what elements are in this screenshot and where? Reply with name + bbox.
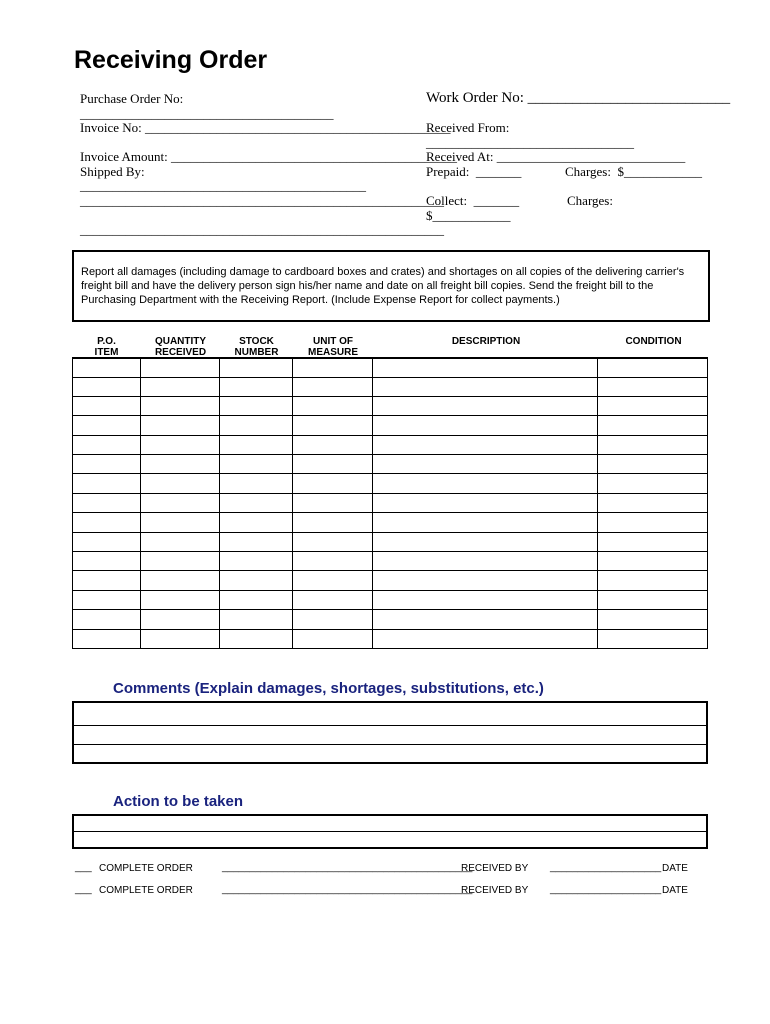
stock-number-cell[interactable]: [219, 416, 292, 435]
date-label: DATE: [662, 885, 688, 896]
po-item-cell[interactable]: [73, 513, 141, 532]
checkbox-line[interactable]: ___: [75, 884, 92, 895]
description-cell[interactable]: [372, 416, 598, 435]
stock-number-cell[interactable]: [219, 513, 292, 532]
table-row: [73, 590, 708, 609]
table-row: [73, 358, 708, 377]
table-row: [73, 455, 708, 474]
condition-cell[interactable]: [598, 629, 708, 648]
table-row: [73, 493, 708, 512]
received-at-field[interactable]: Received At: _____________________________: [426, 149, 686, 164]
unit-cell[interactable]: [292, 435, 372, 454]
table-row: [73, 435, 708, 454]
po-item-cell[interactable]: [73, 377, 141, 396]
quantity-cell[interactable]: [140, 532, 219, 551]
condition-cell[interactable]: [598, 416, 708, 435]
description-cell[interactable]: [372, 377, 598, 396]
action-box[interactable]: [72, 814, 708, 849]
po-item-cell[interactable]: [73, 590, 141, 609]
po-item-cell[interactable]: [73, 552, 141, 571]
quantity-cell[interactable]: [140, 590, 219, 609]
unit-cell[interactable]: [292, 571, 372, 590]
received-from-label: Received From:: [426, 120, 510, 135]
description-cell[interactable]: [372, 455, 598, 474]
po-item-cell[interactable]: [73, 610, 141, 629]
stock-number-cell[interactable]: [219, 493, 292, 512]
header-quantity-received: QUANTITY RECEIVED: [154, 336, 207, 358]
table-row: [73, 552, 708, 571]
po-item-cell[interactable]: [73, 571, 141, 590]
condition-cell[interactable]: [598, 532, 708, 551]
po-item-cell[interactable]: [73, 435, 141, 454]
quantity-cell[interactable]: [140, 571, 219, 590]
header-condition: CONDITION: [625, 336, 682, 347]
quantity-cell[interactable]: [140, 629, 219, 648]
po-item-cell[interactable]: [73, 532, 141, 551]
unit-cell[interactable]: [292, 358, 372, 377]
invoice-field[interactable]: Invoice No: _______________________________________________: [80, 120, 451, 135]
received-by-line[interactable]: ____________________: [550, 862, 662, 873]
received-by-label: RECEIVED BY: [461, 863, 529, 874]
stock-number-cell[interactable]: [219, 377, 292, 396]
unit-cell[interactable]: [292, 455, 372, 474]
comments-box[interactable]: [72, 701, 708, 764]
unit-cell[interactable]: [292, 416, 372, 435]
unit-cell[interactable]: [292, 377, 372, 396]
condition-cell[interactable]: [598, 590, 708, 609]
quantity-cell[interactable]: [140, 396, 219, 415]
po-item-cell[interactable]: [73, 358, 141, 377]
form-title: Receiving Order: [74, 46, 268, 74]
header-po-item: P.O. ITEM: [94, 336, 119, 358]
condition-cell[interactable]: [598, 435, 708, 454]
unit-cell[interactable]: [292, 552, 372, 571]
header-unit-of-measure: UNIT OF MEASURE: [307, 336, 358, 358]
description-cell[interactable]: [372, 590, 598, 609]
table-row: [73, 416, 708, 435]
description-cell[interactable]: [372, 493, 598, 512]
stock-number-cell[interactable]: [219, 435, 292, 454]
quantity-cell[interactable]: [140, 358, 219, 377]
condition-cell[interactable]: [598, 396, 708, 415]
received-from-line[interactable]: ________________________________: [426, 135, 634, 150]
po-item-cell[interactable]: [73, 493, 141, 512]
received-by-label: RECEIVED BY: [461, 885, 529, 896]
work-order-field[interactable]: Work Order No: ___________________________: [426, 90, 731, 106]
condition-cell[interactable]: [598, 610, 708, 629]
action-line: [74, 831, 706, 832]
table-row: [73, 396, 708, 415]
quantity-cell[interactable]: [140, 610, 219, 629]
condition-cell[interactable]: [598, 493, 708, 512]
items-table: [72, 357, 708, 649]
po-item-cell[interactable]: [73, 396, 141, 415]
quantity-cell[interactable]: [140, 435, 219, 454]
collect-field[interactable]: Collect: _______: [426, 193, 520, 208]
date-label: DATE: [662, 863, 688, 874]
quantity-cell[interactable]: [140, 474, 219, 493]
description-cell[interactable]: [372, 629, 598, 648]
shipped-by-line-1[interactable]: ____________________________________________: [80, 178, 366, 193]
po-item-cell[interactable]: [73, 455, 141, 474]
purchase-order-label: Purchase Order No:: [80, 91, 184, 106]
stock-number-cell[interactable]: [219, 629, 292, 648]
stock-number-cell[interactable]: [219, 552, 292, 571]
quantity-cell[interactable]: [140, 552, 219, 571]
signature-line[interactable]: _____________________________________________: [222, 862, 473, 873]
po-item-cell[interactable]: [73, 416, 141, 435]
description-cell[interactable]: [372, 396, 598, 415]
description-cell[interactable]: [372, 552, 598, 571]
purchase-order-line[interactable]: _______________________________________: [80, 106, 334, 121]
collect-amount-field[interactable]: $____________: [426, 208, 511, 223]
collect-charges-label: Charges:: [567, 193, 613, 208]
prepaid-field[interactable]: Prepaid: _______: [426, 164, 522, 179]
stock-number-cell[interactable]: [219, 590, 292, 609]
comments-heading: Comments (Explain damages, shortages, substitutions, etc.): [113, 680, 544, 697]
stock-number-cell[interactable]: [219, 396, 292, 415]
table-row: [73, 513, 708, 532]
prepaid-charges-field[interactable]: Charges: $____________: [565, 164, 702, 179]
stock-number-cell[interactable]: [219, 455, 292, 474]
stock-number-cell[interactable]: [219, 358, 292, 377]
po-item-cell[interactable]: [73, 629, 141, 648]
description-cell[interactable]: [372, 474, 598, 493]
unit-cell[interactable]: [292, 474, 372, 493]
unit-cell[interactable]: [292, 513, 372, 532]
description-cell[interactable]: [372, 571, 598, 590]
description-cell[interactable]: [372, 358, 598, 377]
condition-cell[interactable]: [598, 571, 708, 590]
quantity-cell[interactable]: [140, 377, 219, 396]
invoice-amount-field[interactable]: Invoice Amount: ____________________________________________: [80, 149, 457, 164]
quantity-cell[interactable]: [140, 416, 219, 435]
shipped-by-line-3[interactable]: ________________________________________________________: [80, 222, 444, 237]
po-item-cell[interactable]: [73, 474, 141, 493]
description-cell[interactable]: [372, 513, 598, 532]
condition-cell[interactable]: [598, 377, 708, 396]
table-row: [73, 474, 708, 493]
unit-cell[interactable]: [292, 396, 372, 415]
damage-notice-text: Report all damages (including damage to cardboard boxes and crates) and shortages on all copies of the delivering carrier's freight bill and have the delivery person sign his/her name and date on all freight bill copies. Send the freight bill to the Purchasing Department with the Receiving Report. (Include Expense Report for collect payments.): [81, 266, 685, 306]
action-heading: Action to be taken: [113, 793, 244, 810]
quantity-cell[interactable]: [140, 513, 219, 532]
comments-line: [74, 725, 706, 726]
unit-cell[interactable]: [292, 629, 372, 648]
stock-number-cell[interactable]: [219, 571, 292, 590]
condition-cell[interactable]: [598, 474, 708, 493]
signature-line[interactable]: _____________________________________________: [222, 884, 473, 895]
stock-number-cell[interactable]: [219, 610, 292, 629]
description-cell[interactable]: [372, 532, 598, 551]
quantity-cell[interactable]: [140, 455, 219, 474]
condition-cell[interactable]: [598, 552, 708, 571]
header-stock-number: STOCK NUMBER: [234, 336, 279, 358]
table-row: [73, 610, 708, 629]
condition-cell[interactable]: [598, 358, 708, 377]
damage-notice-box: [72, 250, 710, 322]
table-row: [73, 532, 708, 551]
table-row: [73, 629, 708, 648]
description-cell[interactable]: [372, 435, 598, 454]
quantity-cell[interactable]: [140, 493, 219, 512]
description-cell[interactable]: [372, 610, 598, 629]
received-by-line[interactable]: ____________________: [550, 884, 662, 895]
comments-line: [74, 744, 706, 745]
unit-cell[interactable]: [292, 532, 372, 551]
unit-cell[interactable]: [292, 610, 372, 629]
header-description: DESCRIPTION: [451, 336, 521, 347]
complete-order-label: COMPLETE ORDER: [99, 863, 193, 874]
unit-cell[interactable]: [292, 493, 372, 512]
stock-number-cell[interactable]: [219, 532, 292, 551]
table-row: [73, 571, 708, 590]
shipped-by-line-2[interactable]: ________________________________________________________: [80, 193, 444, 208]
complete-order-label: COMPLETE ORDER: [99, 885, 193, 896]
condition-cell[interactable]: [598, 455, 708, 474]
condition-cell[interactable]: [598, 513, 708, 532]
shipped-by-label: Shipped By:: [80, 164, 145, 179]
checkbox-line[interactable]: ___: [75, 862, 92, 873]
stock-number-cell[interactable]: [219, 474, 292, 493]
unit-cell[interactable]: [292, 590, 372, 609]
table-row: [73, 377, 708, 396]
